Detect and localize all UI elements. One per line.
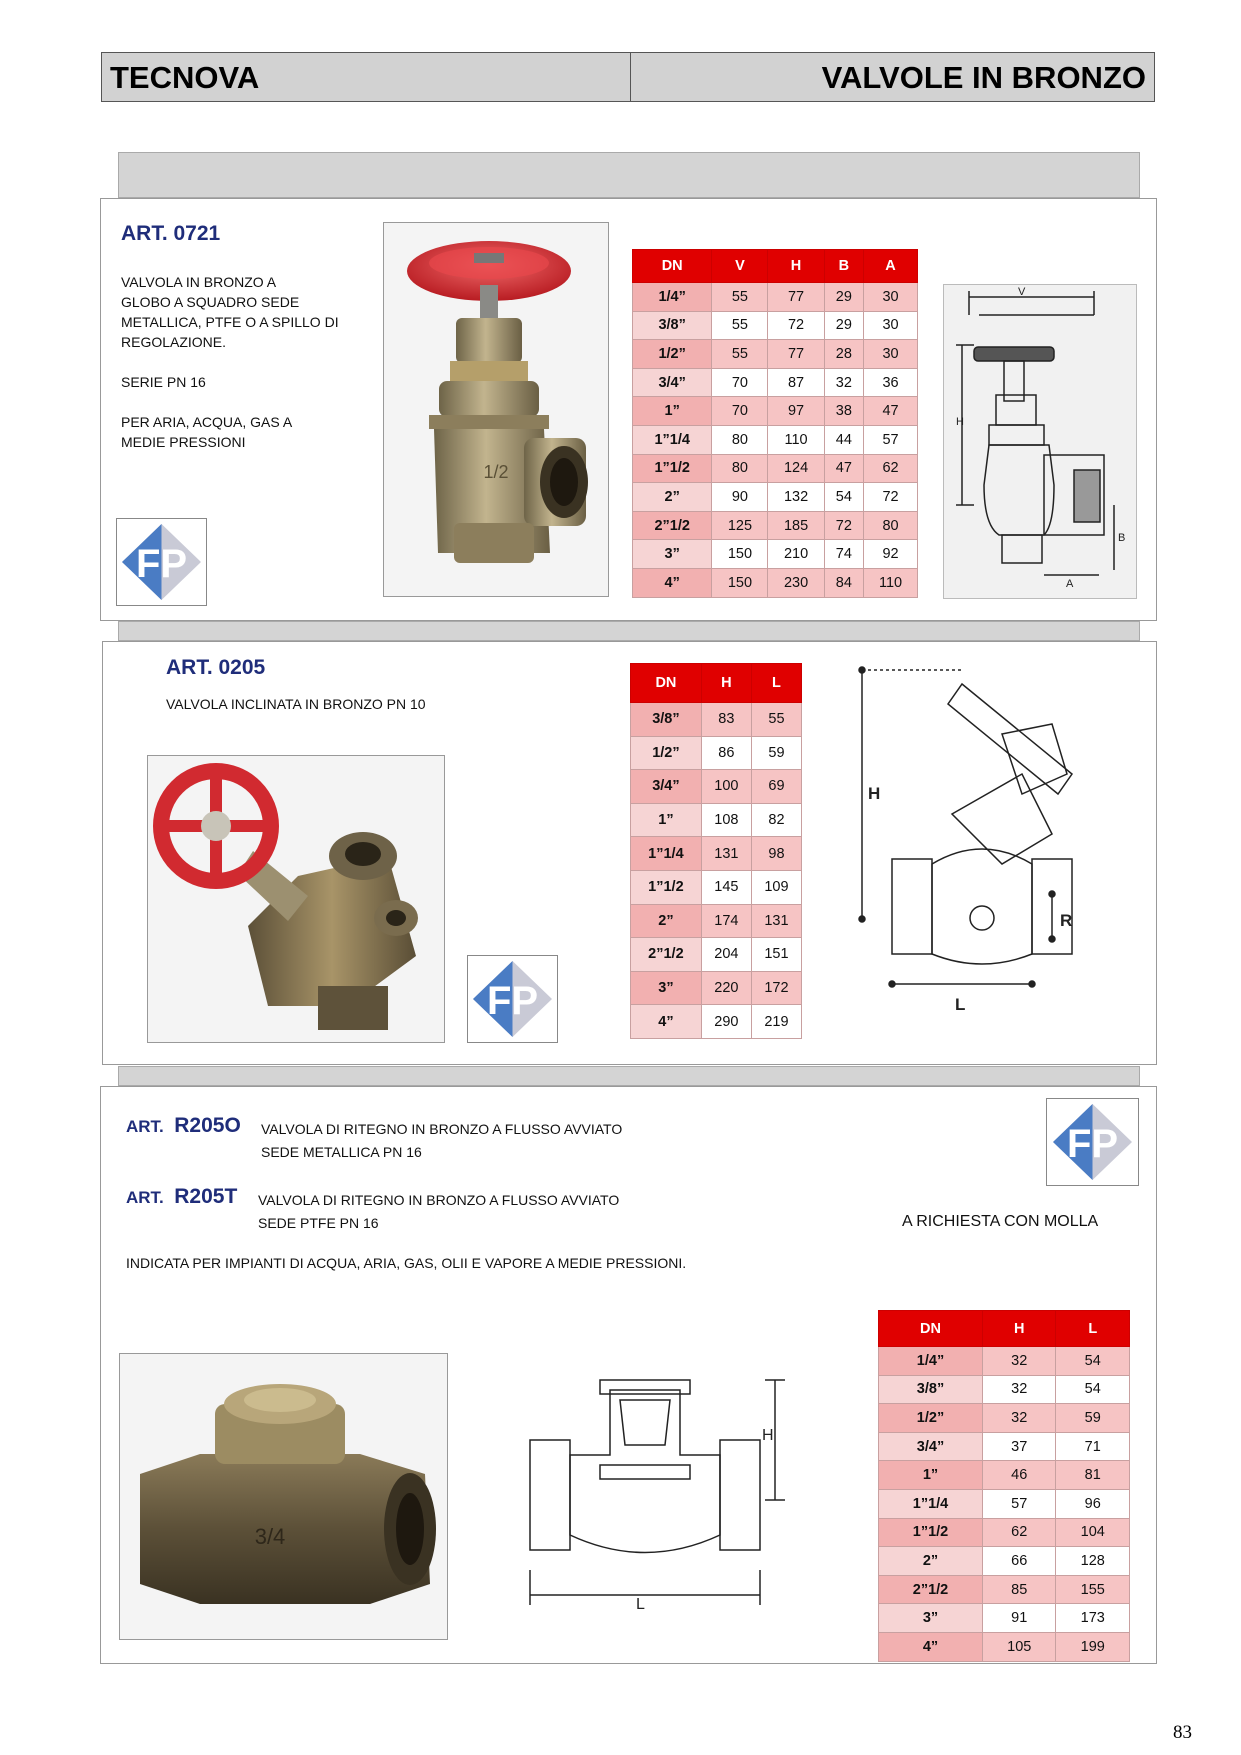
value-cell: 54 <box>824 483 863 512</box>
table-row <box>879 1575 1130 1604</box>
section3-option: A RICHIESTA CON MOLLA <box>902 1213 1099 1230</box>
table-row <box>631 971 802 1005</box>
dn-cell: 4” <box>631 1005 702 1039</box>
value-cell: 72 <box>824 511 863 540</box>
table-row <box>879 1547 1130 1576</box>
value-cell: 173 <box>1056 1604 1130 1633</box>
value-cell: 230 <box>768 568 824 597</box>
dn-cell: 1”1/2 <box>633 454 712 483</box>
value-cell: 72 <box>768 311 824 340</box>
art-prefix: ART. <box>126 1117 164 1136</box>
value-cell: 30 <box>864 311 918 340</box>
dn-cell: 1/4” <box>879 1347 983 1376</box>
value-cell: 105 <box>982 1632 1056 1661</box>
column-header: B <box>824 250 863 283</box>
dn-cell: 3/4” <box>633 368 712 397</box>
dn-cell: 3” <box>631 971 702 1005</box>
dn-cell: 3/4” <box>879 1432 983 1461</box>
column-header: H <box>701 664 751 703</box>
value-cell: 69 <box>751 770 801 804</box>
dn-cell: 4” <box>879 1632 983 1661</box>
dim-label: A <box>1066 578 1074 590</box>
value-cell: 38 <box>824 397 863 426</box>
desc-line: SEDE PTFE PN 16 <box>258 1215 379 1231</box>
column-header: DN <box>633 250 712 283</box>
dn-cell: 1” <box>633 397 712 426</box>
value-cell: 83 <box>701 703 751 737</box>
section2-art-title: ART. 0205 <box>166 656 266 679</box>
fp-logo-icon <box>468 956 557 1042</box>
value-cell: 110 <box>864 568 918 597</box>
brand-name: TECNOVA <box>102 53 631 101</box>
dn-cell: 3/8” <box>631 703 702 737</box>
logo-text: FP <box>135 542 188 586</box>
dn-cell: 1/2” <box>879 1404 983 1433</box>
table-row <box>631 938 802 972</box>
value-cell: 54 <box>1056 1347 1130 1376</box>
section2-band <box>118 621 1140 641</box>
value-cell: 32 <box>824 368 863 397</box>
art-code: R205T <box>174 1185 238 1208</box>
dn-cell: 1” <box>879 1461 983 1490</box>
value-cell: 174 <box>701 904 751 938</box>
value-cell: 80 <box>712 454 768 483</box>
usage-line: PER ARIA, ACQUA, GAS A <box>121 414 293 430</box>
value-cell: 80 <box>712 425 768 454</box>
value-cell: 59 <box>1056 1404 1130 1433</box>
dn-cell: 2” <box>633 483 712 512</box>
value-cell: 71 <box>1056 1432 1130 1461</box>
value-cell: 219 <box>751 1005 801 1039</box>
section1-technical-drawing <box>943 284 1137 599</box>
photo-marking: 3/4 <box>254 1524 286 1549</box>
value-cell: 57 <box>982 1489 1056 1518</box>
value-cell: 87 <box>768 368 824 397</box>
logo-text: FP <box>486 979 539 1023</box>
dn-cell: 3” <box>633 540 712 569</box>
section1-band <box>118 152 1140 198</box>
value-cell: 108 <box>701 803 751 837</box>
value-cell: 86 <box>701 736 751 770</box>
value-cell: 290 <box>701 1005 751 1039</box>
value-cell: 185 <box>768 511 824 540</box>
value-cell: 124 <box>768 454 824 483</box>
value-cell: 57 <box>864 425 918 454</box>
value-cell: 37 <box>982 1432 1056 1461</box>
dn-cell: 1”1/4 <box>633 425 712 454</box>
value-cell: 92 <box>864 540 918 569</box>
value-cell: 131 <box>701 837 751 871</box>
table-row <box>631 736 802 770</box>
table-row <box>879 1347 1130 1376</box>
value-cell: 199 <box>1056 1632 1130 1661</box>
section2-product-photo <box>147 755 445 1043</box>
table-row <box>633 425 918 454</box>
table-row <box>879 1632 1130 1661</box>
value-cell: 30 <box>864 340 918 369</box>
section3-drawing-svg <box>520 1370 790 1612</box>
value-cell: 97 <box>768 397 824 426</box>
value-cell: 32 <box>982 1375 1056 1404</box>
table-row <box>879 1604 1130 1633</box>
fp-logo-icon <box>1047 1099 1138 1185</box>
table-row <box>633 397 918 426</box>
table-row <box>879 1432 1130 1461</box>
value-cell: 72 <box>864 483 918 512</box>
value-cell: 36 <box>864 368 918 397</box>
section3-dimensions-table <box>878 1310 1130 1662</box>
value-cell: 155 <box>1056 1575 1130 1604</box>
value-cell: 54 <box>1056 1375 1130 1404</box>
dn-cell: 2”1/2 <box>633 511 712 540</box>
fp-logo <box>467 955 558 1043</box>
dim-label: H <box>762 1427 774 1444</box>
section3-art1-description <box>261 1118 622 1164</box>
table-row <box>633 568 918 597</box>
column-header: DN <box>879 1311 983 1347</box>
dn-cell: 2” <box>879 1547 983 1576</box>
table-body <box>879 1347 1130 1662</box>
usage-line: MEDIE PRESSIONI <box>121 434 246 450</box>
value-cell: 32 <box>982 1404 1056 1433</box>
dim-label: B <box>1118 532 1126 544</box>
table-row <box>633 454 918 483</box>
dn-cell: 3/4” <box>631 770 702 804</box>
section2-technical-drawing <box>852 664 1142 1036</box>
dim-label: R <box>1060 911 1073 930</box>
value-cell: 81 <box>1056 1461 1130 1490</box>
dn-cell: 4” <box>633 568 712 597</box>
desc-line: GLOBO A SQUADRO SEDE <box>121 294 300 310</box>
table-row <box>633 311 918 340</box>
value-cell: 80 <box>864 511 918 540</box>
value-cell: 55 <box>712 283 768 312</box>
value-cell: 66 <box>982 1547 1056 1576</box>
table-row <box>633 340 918 369</box>
value-cell: 128 <box>1056 1547 1130 1576</box>
value-cell: 220 <box>701 971 751 1005</box>
value-cell: 59 <box>751 736 801 770</box>
desc-line: VALVOLA IN BRONZO A <box>121 274 277 290</box>
section3-technical-drawing <box>520 1370 790 1612</box>
value-cell: 98 <box>751 837 801 871</box>
art-prefix: ART. <box>126 1188 164 1207</box>
value-cell: 70 <box>712 397 768 426</box>
value-cell: 47 <box>824 454 863 483</box>
value-cell: 109 <box>751 870 801 904</box>
value-cell: 77 <box>768 340 824 369</box>
fp-logo <box>116 518 207 606</box>
value-cell: 104 <box>1056 1518 1130 1547</box>
dn-cell: 1/2” <box>633 340 712 369</box>
table-row <box>631 870 802 904</box>
value-cell: 30 <box>864 283 918 312</box>
dn-cell: 1/2” <box>631 736 702 770</box>
dim-label: V <box>1018 286 1026 298</box>
section3-art2 <box>126 1185 237 1209</box>
value-cell: 29 <box>824 283 863 312</box>
table-row <box>879 1375 1130 1404</box>
section1-art-title: ART. 0721 <box>121 222 221 245</box>
value-cell: 82 <box>751 803 801 837</box>
value-cell: 96 <box>1056 1489 1130 1518</box>
desc-line: METALLICA, PTFE O A SPILLO DI <box>121 314 339 330</box>
svg-text:1/2: 1/2 <box>483 462 509 482</box>
fp-logo-icon <box>117 519 206 605</box>
value-cell: 55 <box>712 340 768 369</box>
table-row <box>879 1518 1130 1547</box>
dn-cell: 3” <box>879 1604 983 1633</box>
value-cell: 74 <box>824 540 863 569</box>
value-cell: 125 <box>712 511 768 540</box>
value-cell: 84 <box>824 568 863 597</box>
column-header: H <box>768 250 824 283</box>
section1-description <box>121 272 339 452</box>
page-title: VALVOLE IN BRONZO <box>821 60 1146 95</box>
section1-dimensions-table <box>632 249 918 598</box>
art-code: R205O <box>174 1114 241 1137</box>
column-header: DN <box>631 664 702 703</box>
value-cell: 90 <box>712 483 768 512</box>
dn-cell: 1”1/4 <box>879 1489 983 1518</box>
section1-product-photo <box>383 222 609 597</box>
section3-usage: INDICATA PER IMPIANTI DI ACQUA, ARIA, GAS, OLII E VAPORE A MEDIE PRESSIONI. <box>126 1255 687 1271</box>
value-cell: 131 <box>751 904 801 938</box>
dn-cell: 2” <box>631 904 702 938</box>
value-cell: 47 <box>864 397 918 426</box>
dim-label: L <box>636 1596 645 1612</box>
table-row <box>631 803 802 837</box>
column-header: V <box>712 250 768 283</box>
value-cell: 46 <box>982 1461 1056 1490</box>
value-cell: 150 <box>712 540 768 569</box>
value-cell: 29 <box>824 311 863 340</box>
table-row <box>631 770 802 804</box>
dn-cell: 2”1/2 <box>879 1575 983 1604</box>
table-row <box>879 1461 1130 1490</box>
section3-band <box>118 1066 1140 1086</box>
value-cell: 70 <box>712 368 768 397</box>
value-cell: 55 <box>751 703 801 737</box>
value-cell: 44 <box>824 425 863 454</box>
dn-cell: 1”1/2 <box>879 1518 983 1547</box>
section3-product-photo <box>119 1353 448 1640</box>
value-cell: 91 <box>982 1604 1056 1633</box>
dim-label: H <box>956 416 964 428</box>
section2-dimensions-table <box>630 663 802 1039</box>
value-cell: 132 <box>768 483 824 512</box>
column-header: L <box>751 664 801 703</box>
column-header: L <box>1056 1311 1130 1347</box>
table-row <box>631 904 802 938</box>
table-body <box>633 283 918 598</box>
table-row <box>633 283 918 312</box>
dn-cell: 1”1/4 <box>631 837 702 871</box>
value-cell: 145 <box>701 870 751 904</box>
page-header <box>101 52 1155 102</box>
value-cell: 110 <box>768 425 824 454</box>
section1-drawing-svg <box>944 285 1136 598</box>
table-body <box>631 703 802 1039</box>
value-cell: 100 <box>701 770 751 804</box>
column-header: A <box>864 250 918 283</box>
table-row <box>633 368 918 397</box>
dn-cell: 3/8” <box>879 1375 983 1404</box>
value-cell: 172 <box>751 971 801 1005</box>
dim-label: H <box>868 784 881 803</box>
table-row <box>633 483 918 512</box>
value-cell: 85 <box>982 1575 1056 1604</box>
table-row <box>633 511 918 540</box>
value-cell: 55 <box>712 311 768 340</box>
value-cell: 151 <box>751 938 801 972</box>
dn-cell: 1”1/2 <box>631 870 702 904</box>
table-row <box>631 1005 802 1039</box>
logo-text: FP <box>1066 1122 1119 1166</box>
page-number: 83 <box>1173 1722 1192 1743</box>
table-row <box>879 1489 1130 1518</box>
fp-logo <box>1046 1098 1139 1186</box>
value-cell: 62 <box>864 454 918 483</box>
value-cell: 210 <box>768 540 824 569</box>
dn-cell: 2”1/2 <box>631 938 702 972</box>
table-row <box>631 703 802 737</box>
desc-line: REGOLAZIONE. <box>121 334 227 350</box>
value-cell: 62 <box>982 1518 1056 1547</box>
desc-line: VALVOLA DI RITEGNO IN BRONZO A FLUSSO AVVIATO <box>261 1121 623 1137</box>
section2-description: VALVOLA INCLINATA IN BRONZO PN 10 <box>166 696 426 712</box>
dim-label: L <box>955 995 966 1014</box>
desc-line: VALVOLA DI RITEGNO IN BRONZO A FLUSSO AVVIATO <box>258 1192 620 1208</box>
desc-line: SEDE METALLICA PN 16 <box>261 1144 422 1160</box>
series-text: SERIE PN 16 <box>121 374 206 390</box>
dn-cell: 3/8” <box>633 311 712 340</box>
value-cell: 204 <box>701 938 751 972</box>
value-cell: 28 <box>824 340 863 369</box>
value-cell: 77 <box>768 283 824 312</box>
table-row <box>879 1404 1130 1433</box>
dn-cell: 1” <box>631 803 702 837</box>
section3-art2-description <box>258 1189 619 1235</box>
value-cell: 32 <box>982 1347 1056 1376</box>
column-header: H <box>982 1311 1056 1347</box>
section2-drawing-svg <box>852 664 1142 1036</box>
table-row <box>633 540 918 569</box>
value-cell: 150 <box>712 568 768 597</box>
section3-art1 <box>126 1114 241 1138</box>
dn-cell: 1/4” <box>633 283 712 312</box>
table-row <box>631 837 802 871</box>
